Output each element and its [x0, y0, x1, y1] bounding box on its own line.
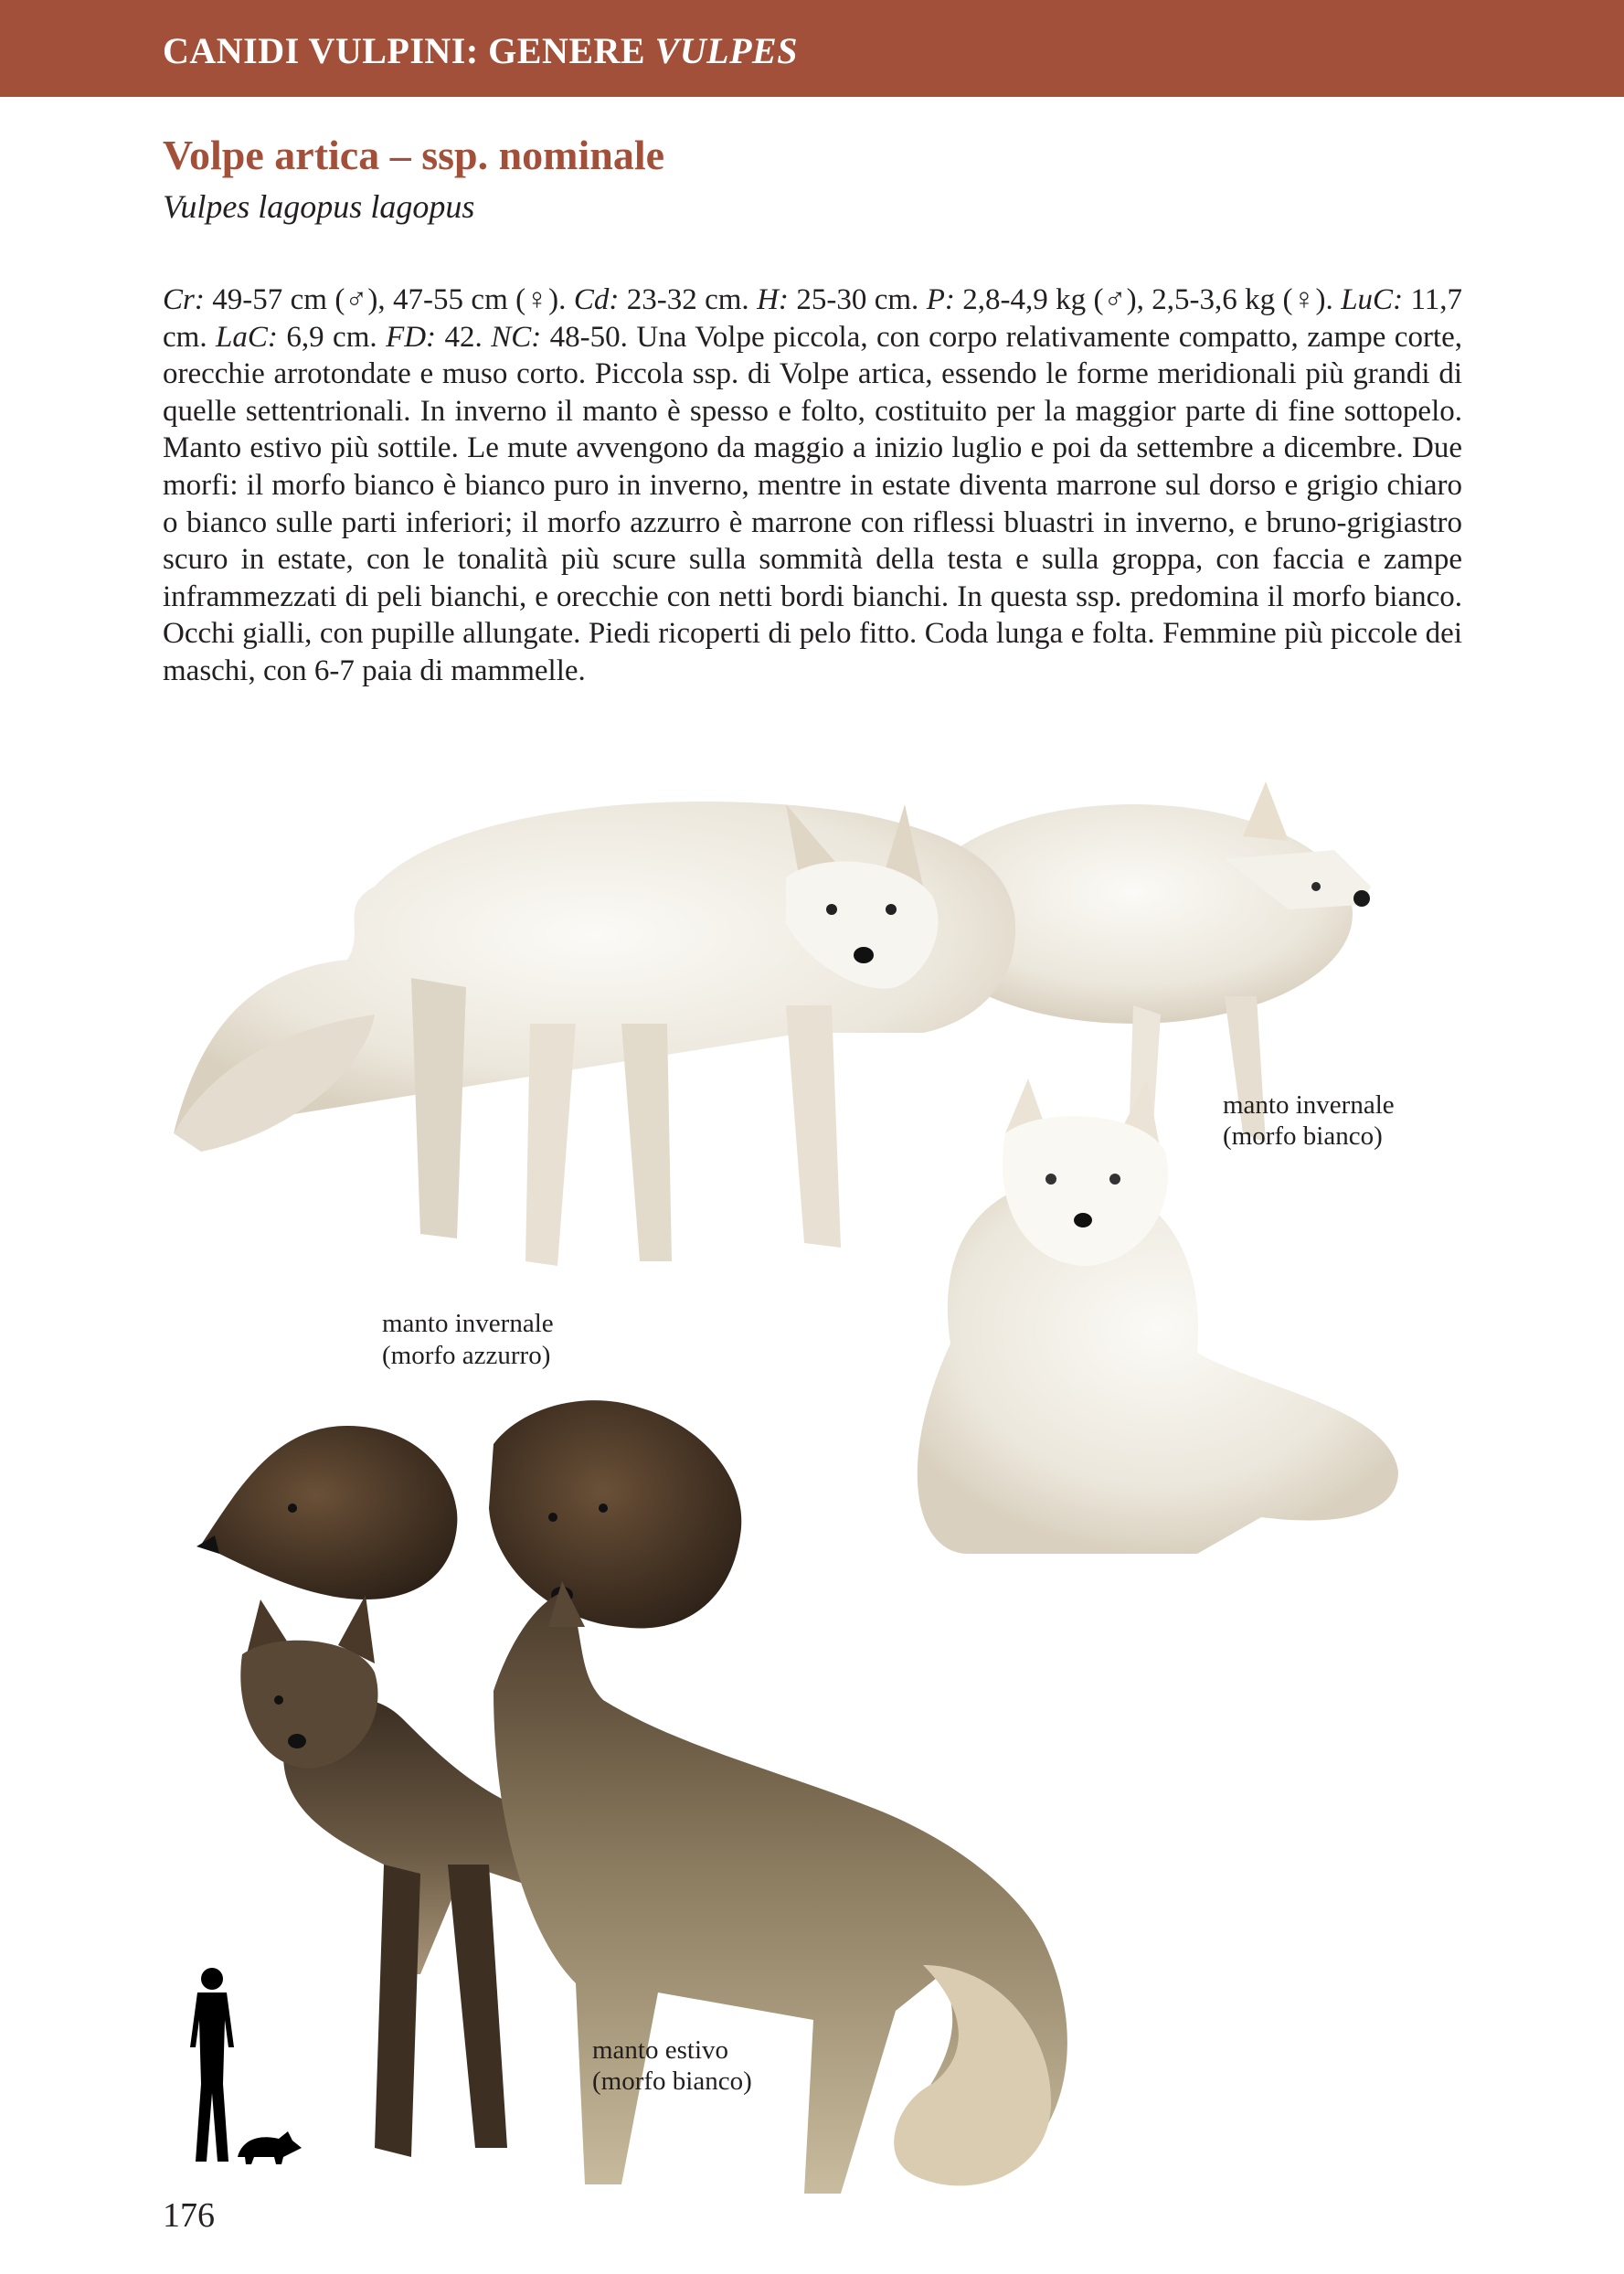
- winter-blue-fox-head-front: [489, 1400, 741, 1628]
- chapter-title: [163, 29, 798, 73]
- page-number: 176: [163, 2196, 215, 2235]
- summer-fox-paler-right: [494, 1581, 1067, 2194]
- measure-abbr: NC:: [491, 320, 542, 354]
- chapter-title-prefix: CANIDI VULPINI: GENERE: [163, 30, 646, 71]
- chapter-header-band: [0, 0, 1624, 97]
- caption-winter-blue-line1: manto invernale: [382, 1309, 554, 1338]
- human-scale-silhouette-icon: [190, 1968, 234, 2162]
- measure-value: 23-32 cm.: [619, 283, 758, 316]
- measure-abbr: LaC:: [216, 320, 278, 354]
- winter-blue-fox-head-profile: [196, 1426, 457, 1599]
- measure-value: 42.: [436, 320, 492, 354]
- measure-value: 2,8-4,9 kg (♂), 2,5-3,6 kg (♀).: [954, 283, 1342, 316]
- measure-value: 48-50.: [541, 320, 637, 354]
- chapter-title-genus: VULPES: [654, 30, 798, 71]
- caption-summer-white-line1: manto estivo: [592, 2035, 729, 2065]
- fox-scale-silhouette-icon: [238, 2131, 302, 2164]
- species-description: [163, 282, 1462, 690]
- measure-value: 49-57 cm (♂), 47-55 cm (♀).: [204, 283, 574, 316]
- measure-value: 11,7 cm.: [163, 283, 1462, 354]
- measure-value: 6,9 cm.: [277, 320, 387, 354]
- description-body: Una Volpe piccola, con corpo relativamente compatto, zampe corte, orecchie arrotondate e muso corto. Piccola ssp. di Volpe artica, essendo le forme meridionali più grandi di quelle settentrionali. In inverno il manto è spesso e folto, costituito per la maggior parte di fine sottopelo. Manto estivo più sottile. Le mute avvengono da maggio a inizio luglio e poi da settembre a dicembre. Due morfi: il morfo bianco è bianco puro in inverno, mentre in estate diventa marrone sul dorso e grigio chiaro o bianco sulle parti inferiori; il morfo azzurro è marrone con riflessi bluastri in inverno, e bruno-grigiastro scuro in estate, con le tonalità più scure sulla sommità della testa e sulla groppa, con faccia e zampe inframmezzati di peli bianchi, e orecchie con netti bordi bianchi. In questa ssp. predomina il morfo bianco. Occhi gialli, con pupille allungate. Piedi ricoperti di pelo fitto. Coda lunga e folta. Femmine più piccole dei maschi, con 6-7 paia di mammelle.: [163, 320, 1462, 687]
- measure-abbr: H:: [757, 283, 789, 316]
- winter-white-fox-walking-front: [174, 802, 1015, 1266]
- measure-abbr: Cr:: [163, 283, 205, 316]
- species-scientific-name: Vulpes lagopus lagopus: [163, 188, 475, 225]
- caption-winter-white-line2: (morfo bianco): [1223, 1121, 1383, 1151]
- measure-abbr: LuC:: [1341, 283, 1404, 316]
- caption-winter-white-line1: manto invernale: [1223, 1090, 1395, 1120]
- caption-winter-blue-line2: (morfo azzurro): [382, 1341, 551, 1370]
- caption-summer-white-line2: (morfo bianco): [592, 2067, 752, 2096]
- fox-illustration-plate: [146, 749, 1481, 2230]
- measure-value: 25-30 cm.: [788, 283, 927, 316]
- measure-abbr: Cd:: [573, 283, 620, 316]
- measure-abbr: P:: [926, 283, 955, 316]
- measure-abbr: FD:: [386, 320, 437, 354]
- species-common-name: Volpe artica – ssp. nominale: [163, 132, 665, 178]
